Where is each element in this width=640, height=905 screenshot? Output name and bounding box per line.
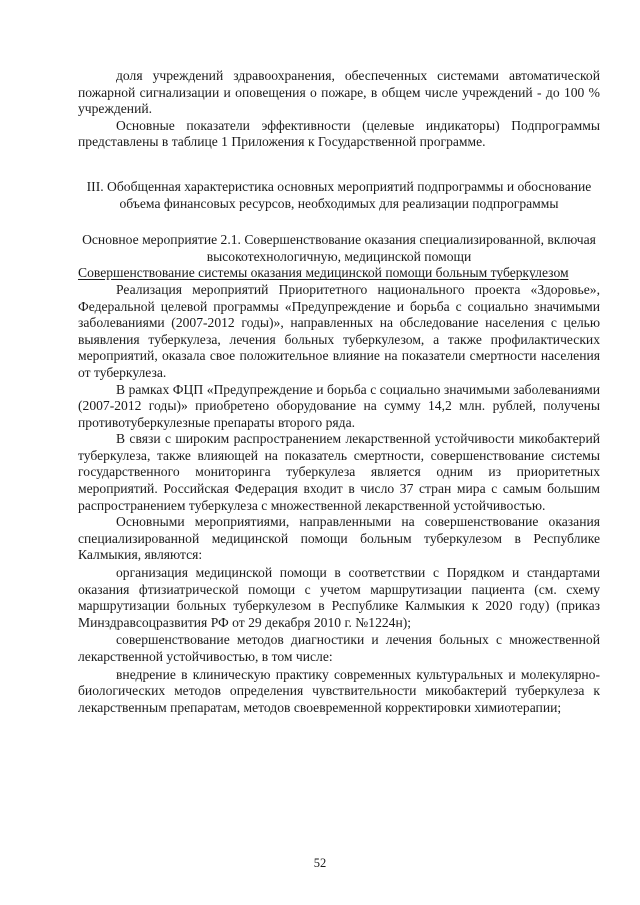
resistance-paragraph: В связи с широким распространением лекарственной устойчивости микобактерий туберкулеза, также влияющей на показатель смертности, совершенствование системы государственного мониторинга туберкулеза является одним из приоритетных мероприятий. Российская Федерация входит в число 37 стран мира с самым большим распространением туберкулеза с множественной лекарственной устойчивостью.	[78, 431, 600, 513]
fcp-paragraph: В рамках ФЦП «Предупреждение и борьба с социально значимыми заболеваниями (2007-2012 годы)» приобретено оборудование на сумму 14,2 млн. рублей, получены противотуберкулезные препараты второго ряда.	[78, 381, 600, 430]
indicators-paragraph: Основные показатели эффективности (целевые индикаторы) Подпрограммы представлены в таблице 1 Приложения к Государственной программе.	[78, 117, 600, 150]
list-item: совершенствование методов диагностики и лечения больных с множественной лекарственной устойчивостью, в том числе:	[78, 632, 600, 664]
main-measures-paragraph: Основными мероприятиями, направленными на совершенствование оказания специализированной медицинской помощи больным туберкулезом в Республике Калмыкия, являются:	[78, 514, 600, 563]
list-item: организация медицинской помощи в соответствии с Порядком и стандартами оказания фтизиатрической помощи с учетом маршрутизации пациента (см. схему маршрутизации больных туберкулезом в Республике Калмыкия к 2020 году) (приказ Минздравсоцразвития РФ от 29 декабря 2010 г. №1224н);	[78, 565, 600, 630]
subsection-title	[78, 265, 600, 282]
measure-title: Основное мероприятие 2.1. Совершенствование оказания специализированной, включая высокотехнологичную, медицинской помощи	[82, 232, 596, 264]
list-item: внедрение в клиническую практику современных культуральных и молекулярно-биологических методов определения чувствительности микобактерий туберкулеза к лекарственным препаратам, методов своевременной корректировки химиотерапии;	[78, 666, 600, 715]
document-body	[78, 68, 600, 716]
intro-continuation-paragraph: доля учреждений здравоохранения, обеспеченных системами автоматической пожарной сигнализации и оповещения о пожаре, в общем числе учреждений - до 100 % учреждений.	[78, 68, 600, 117]
implementation-paragraph: Реализация мероприятий Приоритетного национального проекта «Здоровье», Федеральной целевой программы «Предупреждение и борьба с социально значимыми заболеваниями (2007-2012 годы)», направленных на обследование населения с целью выявления туберкулеза, лечения больных туберкулезом, а также профилактических мероприятий, оказала свое положительное влияние на показатели смертности населения от туберкулеза.	[78, 281, 600, 380]
section-title: III. Обобщенная характеристика основных мероприятий подпрограммы и обоснование объема финансовых ресурсов, необходимых для реализации подпрограммы	[86, 178, 592, 211]
subsection-title-text: Совершенствование системы оказания медицинской помощи больным туберкулезом	[78, 265, 569, 281]
page-number: 52	[313, 856, 327, 870]
